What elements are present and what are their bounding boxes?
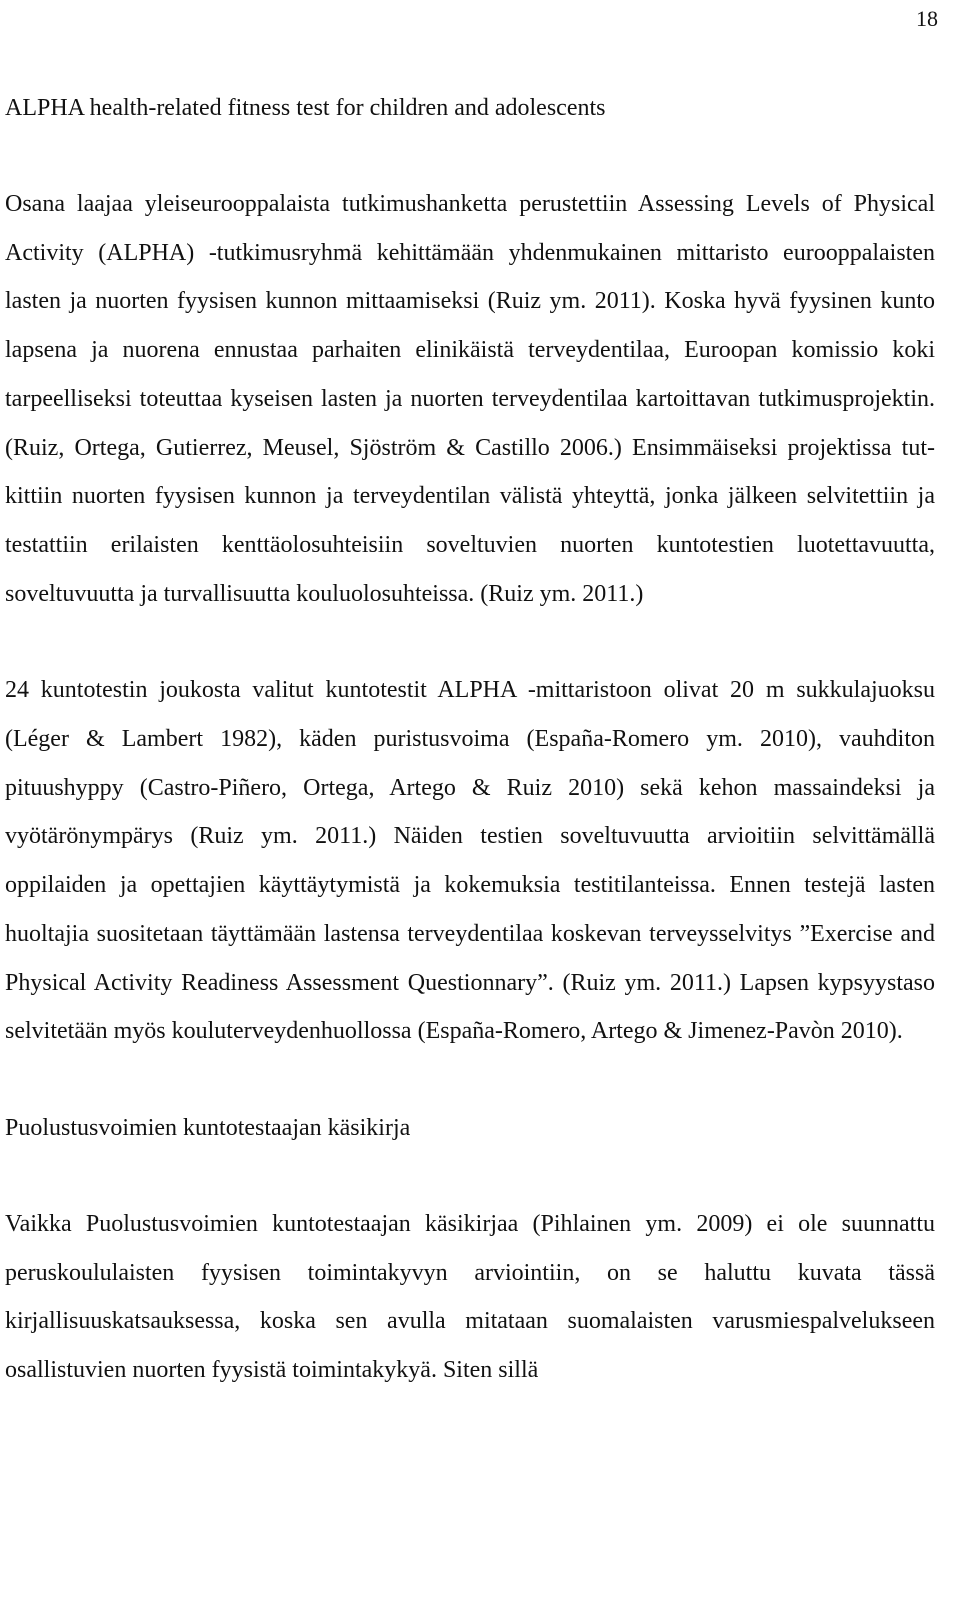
page-number: 18 [916, 6, 938, 31]
paragraph-alpha-intro: Osana laajaa yleiseurooppalaista tutkimushanketta perustettiin Assessing Levels of Physical Activity (ALPHA) -tutkimusryhmä kehittämään yhdenmukainen mittaristo eurooppalaisten lasten ja nuorten fyysisen kunnon mittaamiseksi (Ruiz ym. 2011). Koska hyvä fyysinen kunto lapsena ja nuorena ennustaa parhaiten elinikäistä terveydentilaa, Euroopan komissio koki tarpeelliseksi toteuttaa kyseisen lasten ja nuorten terveydentilaa kartoittavan tutkimusprojektin. (Ruiz, Ortega, Gutierrez, Meusel, Sjöström & Castillo 2006.) Ensimmäiseksi projektissa tutkittiin nuorten fyysisen kunnon ja terveydentilan välistä yhteyttä, jonka jälkeen selvitettiin ja testattiin erilaisten kenttäolosuhteisiin soveltuvien nuorten kuntotestien luotettavuutta, soveltuvuutta ja turvallisuutta kouluolosuhteissa. (Ruiz ym. 2011.) [5, 191, 935, 607]
page-content [5, 84, 935, 1395]
paragraph-alpha-tests: 24 kuntotestin joukosta valitut kuntotestit ALPHA -mittaristoon olivat 20 m sukkulajuoksu (Léger & Lambert 1982), käden puristusvoima (España-Romero ym. 2010), vauhditon pituushyppy (Castro-Piñero, Ortega, Artego & Ruiz 2010) sekä kehon massaindeksi ja vyötärönympärys (Ruiz ym. 2011.) Näiden testien soveltuvuutta arvioitiin selvittämällä oppilaiden ja opettajien käyttäytymistä ja kokemuksia testitilanteissa. Ennen testejä lasten huoltajia suositetaan täyttämään lastensa terveydentilaa koskevan terveysselvitys ”Exercise and Physical Activity Readiness Assessment Questionnary”. (Ruiz ym. 2011.) Lapsen kypsyystaso selvitetään myös kouluterveydenhuollossa (España-Romero, Artego & Jimenez-Pavòn 2010). [5, 677, 935, 1045]
paragraph-defence-intro: Vaikka Puolustusvoimien kuntotestaajan käsikirjaa (Pihlainen ym. 2009) ei ole suunnattu peruskoululaisten fyysisen toimintakyvyn arviointiin, on se haluttu kuvata tässä kirjallisuuskatsauksessa, koska sen avulla mitataan suomalaisten varusmiespalvelukseen osallistuvien nuorten fyysistä toimintakykyä. Siten sillä [5, 1210, 935, 1384]
section-heading-defence: Puolustusvoimien kuntotestaajan käsikirja [5, 1114, 411, 1141]
section-heading-alpha: ALPHA health-related fitness test for children and adolescents [5, 95, 606, 121]
